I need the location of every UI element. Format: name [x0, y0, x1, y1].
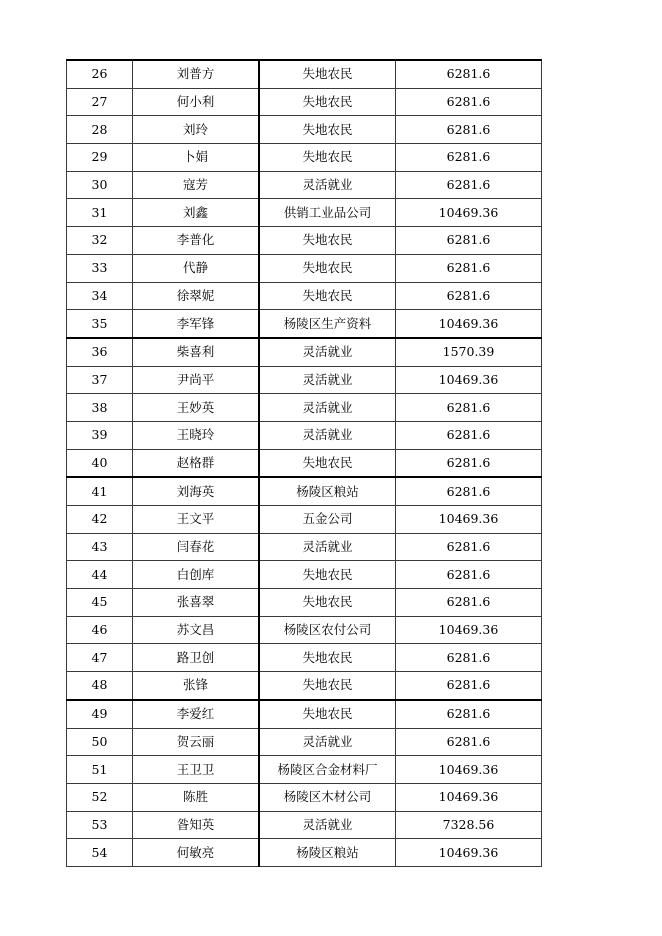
person-name: 张喜翠 [133, 589, 260, 617]
table-row [67, 171, 542, 199]
work-unit: 失地农民 [259, 60, 396, 88]
person-name: 寇芳 [133, 171, 260, 199]
person-name: 王妙英 [133, 394, 260, 422]
table-row [67, 199, 542, 227]
person-name: 刘鑫 [133, 199, 260, 227]
row-number: 39 [67, 421, 133, 449]
person-name: 尹尚平 [133, 366, 260, 394]
row-number: 32 [67, 227, 133, 255]
person-name: 徐翠妮 [133, 282, 260, 310]
amount: 10469.36 [396, 783, 542, 811]
row-number: 37 [67, 366, 133, 394]
table-row [67, 366, 542, 394]
table-row [67, 60, 542, 88]
amount: 6281.6 [396, 88, 542, 116]
work-unit: 灵活就业 [259, 421, 396, 449]
table-row [67, 282, 542, 310]
amount: 6281.6 [396, 394, 542, 422]
row-number: 47 [67, 644, 133, 672]
work-unit: 灵活就业 [259, 338, 396, 366]
row-number: 44 [67, 561, 133, 589]
amount: 6281.6 [396, 254, 542, 282]
person-name: 白创库 [133, 561, 260, 589]
work-unit: 失地农民 [259, 700, 396, 728]
person-name: 路卫创 [133, 644, 260, 672]
table-row [67, 728, 542, 756]
person-name: 赵格群 [133, 449, 260, 477]
work-unit: 灵活就业 [259, 171, 396, 199]
row-number: 40 [67, 449, 133, 477]
amount: 10469.36 [396, 506, 542, 534]
amount: 6281.6 [396, 672, 542, 700]
row-number: 35 [67, 310, 133, 338]
table-row [67, 811, 542, 839]
row-number: 41 [67, 477, 133, 505]
amount: 6281.6 [396, 421, 542, 449]
table-row [67, 700, 542, 728]
table-row [67, 616, 542, 644]
work-unit: 灵活就业 [259, 728, 396, 756]
row-number: 50 [67, 728, 133, 756]
work-unit: 失地农民 [259, 561, 396, 589]
row-number: 29 [67, 144, 133, 172]
amount: 10469.36 [396, 756, 542, 784]
work-unit: 失地农民 [259, 116, 396, 144]
work-unit: 杨陵区生产资料 [259, 310, 396, 338]
table-row [67, 839, 542, 867]
person-name: 陈胜 [133, 783, 260, 811]
table-row [67, 644, 542, 672]
person-name: 李军锋 [133, 310, 260, 338]
work-unit: 供销工业品公司 [259, 199, 396, 227]
work-unit: 失地农民 [259, 672, 396, 700]
table-row [67, 561, 542, 589]
table-row [67, 88, 542, 116]
table-row [67, 421, 542, 449]
row-number: 28 [67, 116, 133, 144]
row-number: 34 [67, 282, 133, 310]
table-row [67, 254, 542, 282]
table-row [67, 477, 542, 505]
row-number: 54 [67, 839, 133, 867]
work-unit: 灵活就业 [259, 533, 396, 561]
work-unit: 灵活就业 [259, 811, 396, 839]
person-name: 刘海英 [133, 477, 260, 505]
person-name: 柴喜利 [133, 338, 260, 366]
amount: 6281.6 [396, 477, 542, 505]
person-name: 代静 [133, 254, 260, 282]
amount: 10469.36 [396, 310, 542, 338]
table-row [67, 533, 542, 561]
row-number: 51 [67, 756, 133, 784]
amount: 6281.6 [396, 728, 542, 756]
row-number: 27 [67, 88, 133, 116]
amount: 10469.36 [396, 199, 542, 227]
person-name: 卜娟 [133, 144, 260, 172]
amount: 6281.6 [396, 171, 542, 199]
table-row [67, 394, 542, 422]
person-name: 苏文昌 [133, 616, 260, 644]
amount: 6281.6 [396, 116, 542, 144]
table-row [67, 506, 542, 534]
work-unit: 失地农民 [259, 88, 396, 116]
data-table [66, 59, 542, 867]
row-number: 26 [67, 60, 133, 88]
amount: 10469.36 [396, 616, 542, 644]
person-name: 刘玲 [133, 116, 260, 144]
row-number: 53 [67, 811, 133, 839]
work-unit: 灵活就业 [259, 366, 396, 394]
row-number: 42 [67, 506, 133, 534]
work-unit: 杨陵区粮站 [259, 477, 396, 505]
table-row [67, 338, 542, 366]
person-name: 何敏亮 [133, 839, 260, 867]
amount: 10469.36 [396, 839, 542, 867]
table-row [67, 672, 542, 700]
work-unit: 杨陵区粮站 [259, 839, 396, 867]
amount: 6281.6 [396, 144, 542, 172]
row-number: 33 [67, 254, 133, 282]
work-unit: 五金公司 [259, 506, 396, 534]
person-name: 闫春花 [133, 533, 260, 561]
table-row [67, 449, 542, 477]
person-name: 何小利 [133, 88, 260, 116]
work-unit: 灵活就业 [259, 394, 396, 422]
amount: 7328.56 [396, 811, 542, 839]
person-name: 李爱红 [133, 700, 260, 728]
amount: 6281.6 [396, 449, 542, 477]
row-number: 30 [67, 171, 133, 199]
work-unit: 失地农民 [259, 227, 396, 255]
table-row [67, 310, 542, 338]
row-number: 38 [67, 394, 133, 422]
row-number: 46 [67, 616, 133, 644]
person-name: 张锋 [133, 672, 260, 700]
row-number: 48 [67, 672, 133, 700]
row-number: 49 [67, 700, 133, 728]
person-name: 刘普方 [133, 60, 260, 88]
work-unit: 杨陵区合金材料厂 [259, 756, 396, 784]
amount: 6281.6 [396, 282, 542, 310]
work-unit: 失地农民 [259, 644, 396, 672]
person-name: 王文平 [133, 506, 260, 534]
table-row [67, 756, 542, 784]
table-row [67, 144, 542, 172]
amount: 1570.39 [396, 338, 542, 366]
amount: 6281.6 [396, 589, 542, 617]
table-row [67, 589, 542, 617]
table-row [67, 783, 542, 811]
amount: 6281.6 [396, 227, 542, 255]
work-unit: 杨陵区木材公司 [259, 783, 396, 811]
amount: 6281.6 [396, 60, 542, 88]
table-row [67, 227, 542, 255]
row-number: 36 [67, 338, 133, 366]
row-number: 31 [67, 199, 133, 227]
work-unit: 杨陵区农付公司 [259, 616, 396, 644]
person-name: 李普化 [133, 227, 260, 255]
work-unit: 失地农民 [259, 282, 396, 310]
row-number: 43 [67, 533, 133, 561]
amount: 6281.6 [396, 533, 542, 561]
amount: 6281.6 [396, 644, 542, 672]
work-unit: 失地农民 [259, 254, 396, 282]
person-name: 王晓玲 [133, 421, 260, 449]
amount: 10469.36 [396, 366, 542, 394]
work-unit: 失地农民 [259, 449, 396, 477]
row-number: 45 [67, 589, 133, 617]
work-unit: 失地农民 [259, 144, 396, 172]
amount: 6281.6 [396, 561, 542, 589]
person-name: 昝知英 [133, 811, 260, 839]
work-unit: 失地农民 [259, 589, 396, 617]
person-name: 贺云丽 [133, 728, 260, 756]
row-number: 52 [67, 783, 133, 811]
table-row [67, 116, 542, 144]
amount: 6281.6 [396, 700, 542, 728]
person-name: 王卫卫 [133, 756, 260, 784]
